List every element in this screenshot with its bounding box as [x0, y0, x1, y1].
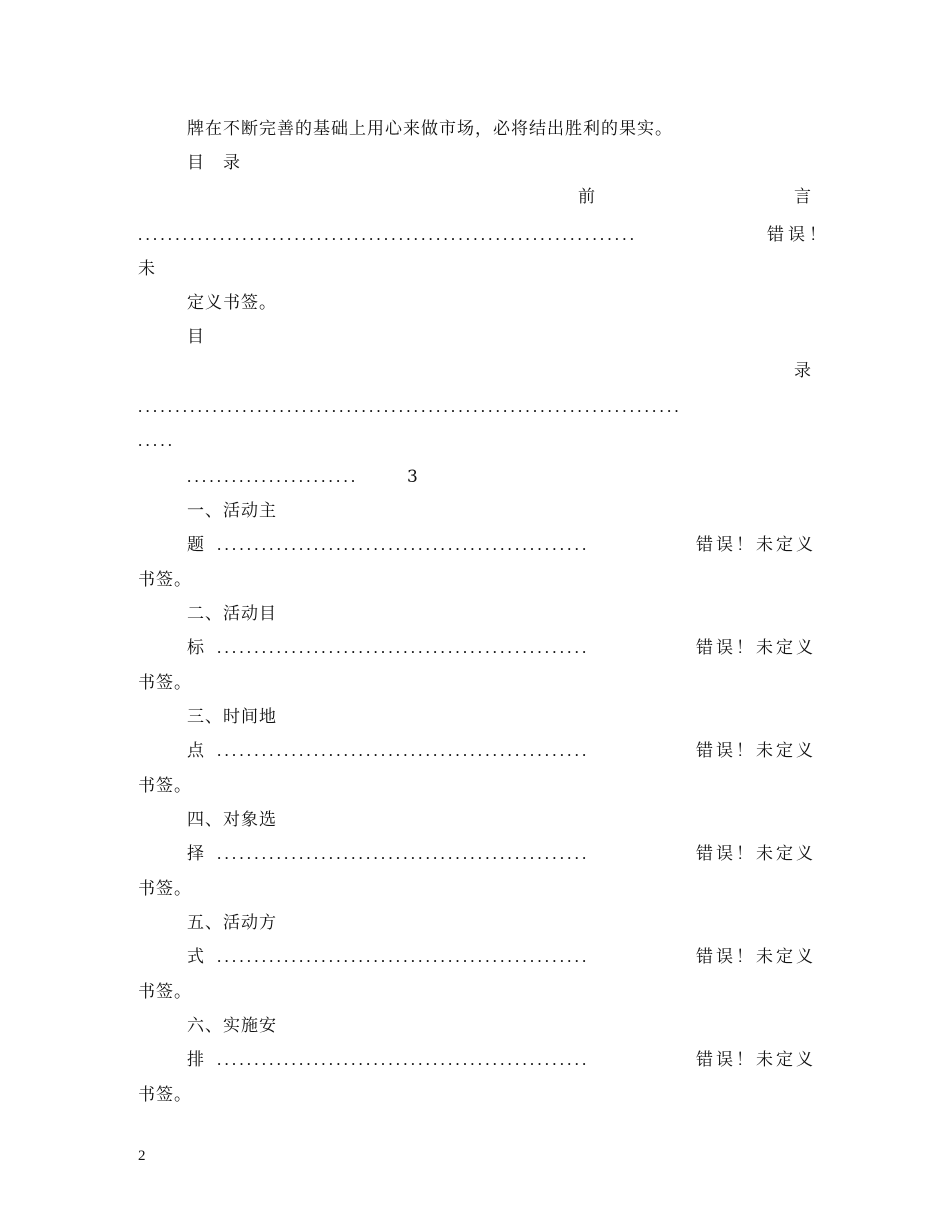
- section-2-dots: ..................................................: [217, 638, 590, 657]
- toc-heading: 目 录: [187, 153, 241, 173]
- section-5-dots: ..................................................: [217, 947, 590, 966]
- section-1-tail: 书签。: [138, 570, 192, 590]
- section-2-ref[interactable]: 错误！未定义: [696, 638, 816, 658]
- section-3-ref[interactable]: 错误！未定义: [696, 741, 816, 761]
- section-1-last-char: 题: [187, 535, 205, 555]
- toc-preface-dots: ...................................................................: [138, 225, 638, 244]
- toc-entry-dots-b: .....: [138, 431, 176, 450]
- section-1-dots: ..................................................: [217, 535, 590, 554]
- toc-entry-page[interactable]: 3: [407, 467, 419, 487]
- section-4-last-char: 择: [187, 844, 205, 864]
- section-6-title: 六、实施安: [187, 1016, 277, 1036]
- toc-entry-dots-c: .......................: [187, 467, 359, 486]
- section-6-dots: ..................................................: [217, 1050, 590, 1069]
- section-4-title: 四、对象选: [187, 810, 277, 830]
- section-3-dots: ..................................................: [217, 741, 590, 760]
- section-6-tail: 书签。: [138, 1085, 192, 1105]
- section-2-title: 二、活动目: [187, 604, 277, 624]
- toc-preface-left: 前: [578, 187, 596, 207]
- section-5-tail: 书签。: [138, 982, 192, 1002]
- toc-preface-ref-tail: 定义书签。: [187, 293, 277, 313]
- section-3-tail: 书签。: [138, 776, 192, 796]
- toc-entry-char1: 目: [187, 327, 205, 347]
- toc-entry-dots-a: .........................................................................: [138, 397, 682, 416]
- section-5-title: 五、活动方: [187, 913, 277, 933]
- toc-preface-ref-cont: 未: [138, 259, 156, 279]
- section-4-tail: 书签。: [138, 879, 192, 899]
- toc-preface-right: 言: [794, 187, 812, 207]
- section-3-last-char: 点: [187, 741, 205, 761]
- section-4-dots: ..................................................: [217, 844, 590, 863]
- page-number: 2: [138, 1148, 146, 1164]
- toc-entry-char2: 录: [794, 361, 812, 381]
- intro-line: 牌在不断完善的基础上用心来做市场，必将结出胜利的果实。: [187, 119, 673, 139]
- section-6-ref[interactable]: 错误！未定义: [696, 1050, 816, 1070]
- toc-preface-ref[interactable]: 错误！: [767, 225, 830, 245]
- section-2-last-char: 标: [187, 638, 205, 658]
- section-6-last-char: 排: [187, 1050, 205, 1070]
- section-4-ref[interactable]: 错误！未定义: [696, 844, 816, 864]
- section-5-last-char: 式: [187, 947, 205, 967]
- section-3-title: 三、时间地: [187, 707, 277, 727]
- section-1-ref[interactable]: 错误！未定义: [696, 535, 816, 555]
- section-5-ref[interactable]: 错误！未定义: [696, 947, 816, 967]
- section-1-title: 一、活动主: [187, 501, 277, 521]
- section-2-tail: 书签。: [138, 673, 192, 693]
